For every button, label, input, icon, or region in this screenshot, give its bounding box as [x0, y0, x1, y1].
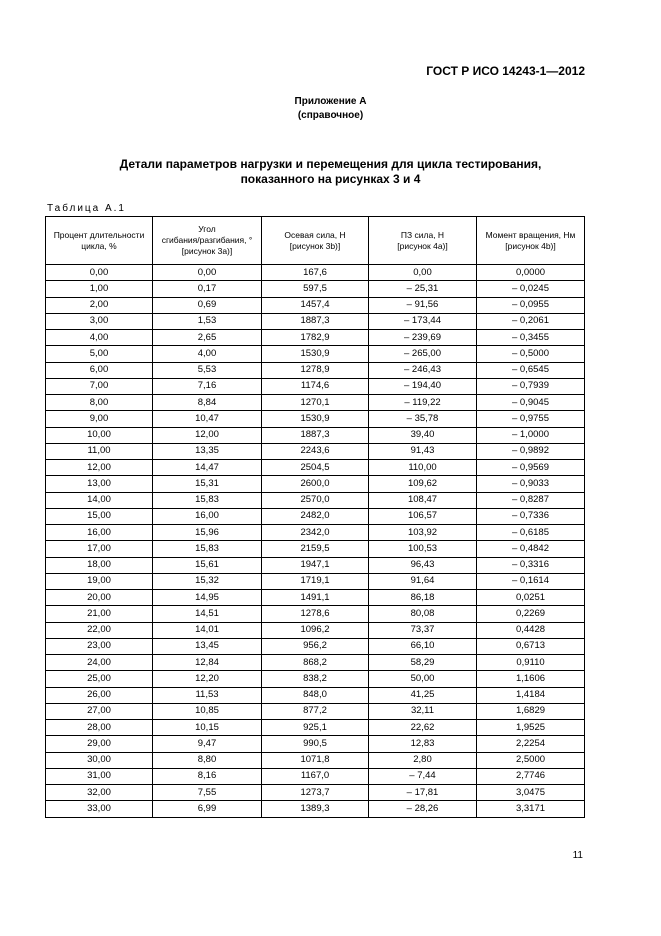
table-cell: 2600,0: [262, 476, 369, 492]
table-cell: 15,61: [153, 557, 262, 573]
table-cell: 15,83: [153, 492, 262, 508]
table-row: [46, 508, 585, 524]
table-row: [46, 265, 585, 281]
table-cell: 1270,1: [262, 395, 369, 411]
table-cell: 22,62: [369, 720, 477, 736]
table-cell: 26,00: [46, 687, 153, 703]
table-cell: – 1,0000: [477, 427, 585, 443]
table-row: [46, 655, 585, 671]
table-cell: 3,0475: [477, 785, 585, 801]
table-cell: 925,1: [262, 720, 369, 736]
table-row: [46, 313, 585, 329]
table-cell: 1947,1: [262, 557, 369, 573]
table-cell: – 28,26: [369, 801, 477, 817]
table-cell: 58,29: [369, 655, 477, 671]
column-header-line: Угол: [198, 224, 216, 234]
table-cell: 0,00: [46, 265, 153, 281]
table-cell: 16,00: [46, 525, 153, 541]
table-row: [46, 378, 585, 394]
table-cell: 1,00: [46, 281, 153, 297]
table-cell: – 173,44: [369, 313, 477, 329]
table-cell: 1,1606: [477, 671, 585, 687]
table-row: [46, 492, 585, 508]
table-cell: 30,00: [46, 752, 153, 768]
table-row: [46, 557, 585, 573]
table-cell: 25,00: [46, 671, 153, 687]
table-cell: 1887,3: [262, 427, 369, 443]
table-cell: – 0,5000: [477, 346, 585, 362]
table-cell: 73,37: [369, 622, 477, 638]
table-cell: 2342,0: [262, 525, 369, 541]
table-cell: 7,00: [46, 378, 153, 394]
table-label: Таблица А.1: [47, 203, 126, 214]
table-cell: 4,00: [46, 330, 153, 346]
table-cell: 1491,1: [262, 590, 369, 606]
table-cell: – 35,78: [369, 411, 477, 427]
table-row: [46, 752, 585, 768]
table-cell: 1887,3: [262, 313, 369, 329]
table-cell: 5,00: [46, 346, 153, 362]
table-cell: 29,00: [46, 736, 153, 752]
table-cell: – 17,81: [369, 785, 477, 801]
table-cell: 1782,9: [262, 330, 369, 346]
table-cell: 9,47: [153, 736, 262, 752]
table-cell: – 0,0955: [477, 297, 585, 313]
column-header-cycle-percent: [46, 217, 153, 265]
table-cell: 2,80: [369, 752, 477, 768]
table-cell: 15,96: [153, 525, 262, 541]
table-row: [46, 687, 585, 703]
table-cell: 15,32: [153, 573, 262, 589]
table-cell: 1,6829: [477, 703, 585, 719]
table-cell: 31,00: [46, 768, 153, 784]
table-cell: 14,00: [46, 492, 153, 508]
table-cell: – 0,9755: [477, 411, 585, 427]
table-cell: 66,10: [369, 638, 477, 654]
table-cell: 6,99: [153, 801, 262, 817]
table-cell: 7,55: [153, 785, 262, 801]
table-cell: 21,00: [46, 606, 153, 622]
table-cell: 167,6: [262, 265, 369, 281]
table-cell: 990,5: [262, 736, 369, 752]
table-cell: 2504,5: [262, 460, 369, 476]
table-cell: 91,43: [369, 443, 477, 459]
table-cell: 0,00: [369, 265, 477, 281]
table-row: [46, 330, 585, 346]
table-row: [46, 606, 585, 622]
table-cell: 1389,3: [262, 801, 369, 817]
table-cell: 1,9525: [477, 720, 585, 736]
table-cell: 13,45: [153, 638, 262, 654]
table-row: [46, 541, 585, 557]
table-cell: 19,00: [46, 573, 153, 589]
table-cell: 103,92: [369, 525, 477, 541]
table-cell: 1096,2: [262, 622, 369, 638]
section-title: [60, 157, 601, 187]
table-row: [46, 362, 585, 378]
table-cell: 27,00: [46, 703, 153, 719]
table-cell: 16,00: [153, 508, 262, 524]
table-cell: 10,00: [46, 427, 153, 443]
table-cell: 0,00: [153, 265, 262, 281]
table-row: [46, 720, 585, 736]
table-cell: – 0,6545: [477, 362, 585, 378]
table-cell: – 0,2061: [477, 313, 585, 329]
table-cell: 0,9110: [477, 655, 585, 671]
table-cell: – 0,8287: [477, 492, 585, 508]
table-row: [46, 638, 585, 654]
table-row: [46, 476, 585, 492]
table-cell: 7,16: [153, 378, 262, 394]
table-cell: 50,00: [369, 671, 477, 687]
table-cell: 1071,8: [262, 752, 369, 768]
table-cell: – 91,56: [369, 297, 477, 313]
table-cell: 14,95: [153, 590, 262, 606]
table-cell: 11,53: [153, 687, 262, 703]
table-row: [46, 768, 585, 784]
table-cell: 868,2: [262, 655, 369, 671]
table-cell: 0,2269: [477, 606, 585, 622]
table-cell: 13,00: [46, 476, 153, 492]
table-cell: – 0,6185: [477, 525, 585, 541]
table-cell: 5,53: [153, 362, 262, 378]
table-cell: 0,4428: [477, 622, 585, 638]
table-row: [46, 525, 585, 541]
table-cell: 8,00: [46, 395, 153, 411]
table-cell: – 0,7336: [477, 508, 585, 524]
table-cell: – 194,40: [369, 378, 477, 394]
table-cell: 11,00: [46, 443, 153, 459]
table-cell: 12,83: [369, 736, 477, 752]
table-cell: 80,08: [369, 606, 477, 622]
table-cell: 24,00: [46, 655, 153, 671]
column-header-line: Процент длительности: [53, 229, 145, 240]
table-row: [46, 346, 585, 362]
table-cell: 2,65: [153, 330, 262, 346]
table-cell: 91,64: [369, 573, 477, 589]
table-cell: 32,11: [369, 703, 477, 719]
section-title-line-1: Детали параметров нагрузки и перемещения для цикла тестирования,: [119, 157, 542, 171]
table-cell: 12,84: [153, 655, 262, 671]
table-cell: – 246,43: [369, 362, 477, 378]
table-row: [46, 297, 585, 313]
table-cell: 3,00: [46, 313, 153, 329]
table-cell: 1278,6: [262, 606, 369, 622]
table-cell: – 265,00: [369, 346, 477, 362]
table-cell: 0,0000: [477, 265, 585, 281]
table-cell: 597,5: [262, 281, 369, 297]
table-cell: 0,0251: [477, 590, 585, 606]
table-cell: – 0,3455: [477, 330, 585, 346]
table-cell: 2159,5: [262, 541, 369, 557]
table-cell: 100,53: [369, 541, 477, 557]
standard-designation: ГОСТ Р ИСО 14243-1—2012: [426, 64, 585, 78]
table-cell: 2,00: [46, 297, 153, 313]
table-cell: – 0,9045: [477, 395, 585, 411]
annex-subtitle: (справочное): [297, 110, 364, 121]
table-cell: 10,47: [153, 411, 262, 427]
table-row: [46, 573, 585, 589]
column-header-line: ПЗ сила, Н: [400, 229, 445, 240]
table-cell: 1719,1: [262, 573, 369, 589]
table-cell: 1,4184: [477, 687, 585, 703]
column-header-line: сгибания/разгибания, °: [161, 235, 253, 245]
column-header-axial-force: [262, 217, 369, 265]
table-cell: 2482,0: [262, 508, 369, 524]
table-cell: 4,00: [153, 346, 262, 362]
table-cell: 96,43: [369, 557, 477, 573]
table-cell: 0,17: [153, 281, 262, 297]
table-cell: 12,20: [153, 671, 262, 687]
table-cell: – 119,22: [369, 395, 477, 411]
section-title-line-2: показанного на рисунках 3 и 4: [240, 172, 421, 186]
table-cell: 3,3171: [477, 801, 585, 817]
table-cell: 106,57: [369, 508, 477, 524]
table-cell: 8,16: [153, 768, 262, 784]
table-cell: 956,2: [262, 638, 369, 654]
column-header-line: [рисунок 3a)]: [181, 246, 233, 256]
column-header-line: цикла, %: [81, 240, 117, 251]
column-header-line: Осевая сила, Н: [284, 229, 346, 240]
table-cell: 8,80: [153, 752, 262, 768]
table-cell: – 0,9892: [477, 443, 585, 459]
table-cell: 2243,6: [262, 443, 369, 459]
table-row: [46, 281, 585, 297]
table-cell: – 7,44: [369, 768, 477, 784]
table-cell: 15,00: [46, 508, 153, 524]
table-cell: 2,7746: [477, 768, 585, 784]
annex-title: Приложение А: [294, 96, 367, 107]
table-cell: – 0,9033: [477, 476, 585, 492]
table-cell: – 0,3316: [477, 557, 585, 573]
table-cell: 1457,4: [262, 297, 369, 313]
column-header-flexion-angle: [153, 217, 262, 265]
table-cell: 0,69: [153, 297, 262, 313]
table-header-row: [46, 217, 585, 265]
table-row: [46, 736, 585, 752]
table-cell: 33,00: [46, 801, 153, 817]
table-body: [46, 265, 585, 818]
table-row: [46, 460, 585, 476]
table-cell: 17,00: [46, 541, 153, 557]
table-cell: 13,35: [153, 443, 262, 459]
table-cell: 10,15: [153, 720, 262, 736]
table-row: [46, 622, 585, 638]
table-cell: 12,00: [153, 427, 262, 443]
table-cell: 15,83: [153, 541, 262, 557]
table-cell: 1278,9: [262, 362, 369, 378]
table-cell: 2,5000: [477, 752, 585, 768]
table-row: [46, 671, 585, 687]
table-cell: 110,00: [369, 460, 477, 476]
annex-heading: [0, 95, 661, 123]
column-header-line: Момент вращения, Нм: [485, 229, 576, 240]
table-cell: 1,53: [153, 313, 262, 329]
table-cell: – 0,0245: [477, 281, 585, 297]
table-cell: 1174,6: [262, 378, 369, 394]
table-cell: – 25,31: [369, 281, 477, 297]
table-cell: 6,00: [46, 362, 153, 378]
table-cell: 14,47: [153, 460, 262, 476]
table-cell: 12,00: [46, 460, 153, 476]
table-cell: 838,2: [262, 671, 369, 687]
table-row: [46, 590, 585, 606]
table-row: [46, 427, 585, 443]
table-cell: – 239,69: [369, 330, 477, 346]
column-header-torque: [477, 217, 585, 265]
table-row: [46, 801, 585, 817]
table-cell: 18,00: [46, 557, 153, 573]
column-header-ap-force: [369, 217, 477, 265]
table-cell: 1273,7: [262, 785, 369, 801]
table-cell: 22,00: [46, 622, 153, 638]
table-cell: – 0,1614: [477, 573, 585, 589]
table-cell: 848,0: [262, 687, 369, 703]
table-cell: 15,31: [153, 476, 262, 492]
table-cell: 108,47: [369, 492, 477, 508]
table-cell: 23,00: [46, 638, 153, 654]
table-cell: 9,00: [46, 411, 153, 427]
table-row: [46, 785, 585, 801]
column-header-line: [рисунок 3b)]: [289, 240, 341, 251]
table-row: [46, 395, 585, 411]
table-cell: 1530,9: [262, 346, 369, 362]
table-cell: – 0,9569: [477, 460, 585, 476]
table-cell: 20,00: [46, 590, 153, 606]
table-cell: 32,00: [46, 785, 153, 801]
table-cell: 1530,9: [262, 411, 369, 427]
table-cell: 14,01: [153, 622, 262, 638]
table-cell: – 0,7939: [477, 378, 585, 394]
table-cell: 39,40: [369, 427, 477, 443]
table-cell: 8,84: [153, 395, 262, 411]
table-cell: 0,6713: [477, 638, 585, 654]
table-cell: 2570,0: [262, 492, 369, 508]
table-cell: 41,25: [369, 687, 477, 703]
table-row: [46, 703, 585, 719]
table-cell: 86,18: [369, 590, 477, 606]
page-number: 11: [572, 850, 583, 861]
table-cell: 1167,0: [262, 768, 369, 784]
table-row: [46, 411, 585, 427]
column-header-line: [рисунок 4a)]: [397, 240, 448, 251]
table-cell: – 0,4842: [477, 541, 585, 557]
table-cell: 109,62: [369, 476, 477, 492]
table-row: [46, 443, 585, 459]
column-header-line: [рисунок 4b)]: [505, 240, 556, 251]
table-cell: 10,85: [153, 703, 262, 719]
table-cell: 28,00: [46, 720, 153, 736]
table-cell: 2,2254: [477, 736, 585, 752]
table-cell: 877,2: [262, 703, 369, 719]
data-table: [45, 216, 585, 818]
table-cell: 14,51: [153, 606, 262, 622]
